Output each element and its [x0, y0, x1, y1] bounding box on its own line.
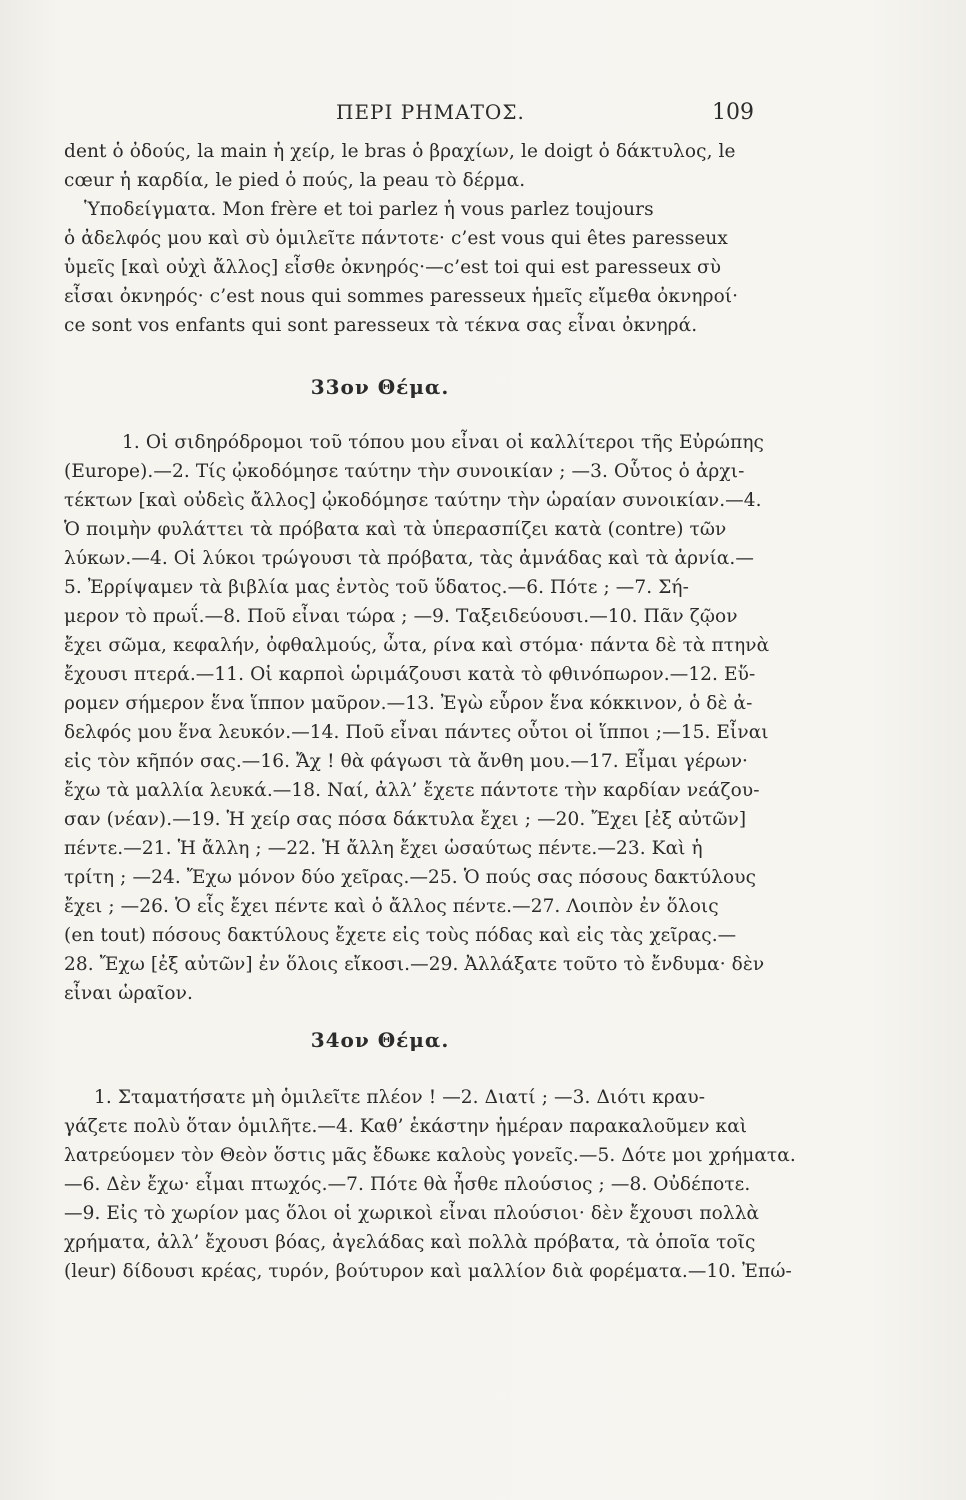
text-line: εἶναι ὡραῖον.: [64, 983, 193, 1004]
text-line: 1. Οἱ σιδηρόδρομοι τοῦ τόπου μου εἶναι οἱ καλλίτεροι τῆς Εὐρώπης: [122, 432, 764, 453]
page-number: 109: [712, 100, 754, 125]
running-title: ΠΕΡΙ ΡΗΜΑΤΟΣ.: [336, 100, 525, 124]
text-line: ὁ ἀδελφός μου καὶ σὺ ὁμιλεῖτε πάντοτε· c’est vous qui êtes paresseux: [64, 228, 728, 249]
text-line: dent ὁ ὀδούς, la main ἡ χείρ, le bras ὁ βραχίων, le doigt ὁ δάκτυλος, le: [64, 141, 736, 162]
intro-paragraph: [64, 137, 764, 340]
text-line: μερον τὸ πρωΐ.—8. Ποῦ εἶναι τώρα ; —9. Ταξειδεύουσι.—10. Πᾶν ζῷον: [64, 606, 738, 627]
text-line: τρίτη ; —24. Ἔχω μόνον δύο χεῖρας.—25. Ὁ πούς σας πόσους δακτύλους: [64, 867, 757, 888]
text-line: (leur) δίδουσι κρέας, τυρόν, βούτυρον καὶ μαλλίον διὰ φορέματα.—10. Ἐπώ-: [64, 1261, 792, 1282]
text-line: cœur ἡ καρδία, le pied ὁ πούς, la peau τὸ δέρμα.: [64, 170, 526, 191]
text-line: ἔχουσι πτερά.—11. Οἱ καρποὶ ὡριμάζουσι κατὰ τὸ φθινόπωρον.—12. Εὕ-: [64, 664, 756, 685]
text-line: Ὁ ποιμὴν φυλάττει τὰ πρόβατα καὶ τὰ ὑπερασπίζει κατὰ (contre) τῶν: [64, 519, 727, 540]
text-line: Ὑποδείγματα. Mon frère et toi parlez ἡ vous parlez toujours: [84, 199, 654, 220]
text-line: γάζετε πολὺ ὅταν ὁμιλῆτε.—4. Καθ’ ἑκάστην ἡμέραν παρακαλοῦμεν καὶ: [64, 1116, 748, 1137]
text-line: λατρεύομεν τὸν Θεὸν ὅστις μᾶς ἔδωκε καλοὺς γονεῖς.—5. Δότε μοι χρήματα.: [64, 1145, 796, 1166]
page-header: [64, 100, 764, 140]
text-line: ce sont vos enfants qui sont paresseux τὰ τέκνα σας εἶναι ὀκνηρά.: [64, 315, 698, 336]
text-line: 1. Σταματήσατε μὴ ὁμιλεῖτε πλέον ! —2. Διατί ; —3. Διότι κραυ-: [94, 1087, 706, 1108]
text-line: εἰς τὸν κῆπόν σας.—16. Ἄχ ! θὰ φάγωσι τὰ ἄνθη μου.—17. Εἶμαι γέρων·: [64, 751, 749, 772]
text-line: ἔχω τὰ μαλλία λευκά.—18. Ναί, ἀλλ’ ἔχετε πάντοτε τὴν καρδίαν νεάζου-: [64, 780, 760, 801]
text-line: ὑμεῖς [καὶ οὐχὶ ἄλλος] εἶσθε ὀκνηρός·—c’est toi qui est paresseux σὺ: [64, 257, 722, 278]
section-heading-33: 33ον Θέμα.: [310, 375, 450, 399]
exercise-34-paragraph: [64, 1083, 796, 1286]
text-line: χρήματα, ἀλλ’ ἔχουσι βόας, ἀγελάδας καὶ πολλὰ πρόβατα, τὰ ὁποῖα τοῖς: [64, 1232, 756, 1253]
text-line: πέντε.—21. Ἡ ἄλλη ; —22. Ἡ ἄλλη ἔχει ὡσαύτως πέντε.—23. Καὶ ἡ: [64, 838, 703, 859]
text-line: —6. Δὲν ἔχω· εἶμαι πτωχός.—7. Πότε θὰ ἦσθε πλούσιος ; —8. Οὐδέποτε.: [64, 1174, 751, 1195]
section-heading-34: 34ον Θέμα.: [310, 1028, 450, 1052]
text-line: τέκτων [καὶ οὐδεὶς ἄλλος] ᾠκοδόμησε ταύτην τὴν ὡραίαν συνοικίαν.—4.: [64, 490, 762, 511]
text-line: ἔχει ; —26. Ὁ εἷς ἔχει πέντε καὶ ὁ ἄλλος πέντε.—27. Λοιπὸν ἐν ὅλοις: [64, 896, 719, 917]
text-line: εἶσαι ὀκνηρός· c’est nous qui sommes paresseux ἡμεῖς εἴμεθα ὀκνηροί·: [64, 286, 739, 307]
text-line: —9. Εἰς τὸ χωρίον μας ὅλοι οἱ χωρικοὶ εἶναι πλούσιοι· δὲν ἔχουσι πολλὰ: [64, 1203, 760, 1224]
text-line: ἔχει σῶμα, κεφαλήν, ὀφθαλμούς, ὦτα, ρίνα καὶ στόμα· πάντα δὲ τὰ πτηνὰ: [64, 635, 770, 656]
text-line: 28. Ἔχω [ἐξ αὐτῶν] ἐν ὅλοις εἴκοσι.—29. Ἀλλάξατε τοῦτο τὸ ἔνδυμα· δὲν: [64, 954, 765, 975]
text-line: (en tout) πόσους δακτύλους ἔχετε εἰς τοὺς πόδας καὶ εἰς τὰς χεῖρας.—: [64, 925, 737, 946]
text-line: 5. Ἐρρίψαμεν τὰ βιβλία μας ἐντὸς τοῦ ὕδατος.—6. Πότε ; —7. Σή-: [64, 577, 689, 598]
text-line: λύκων.—4. Οἱ λύκοι τρώγουσι τὰ πρόβατα, τὰς ἀμνάδας καὶ τὰ ἀρνία.—: [64, 548, 754, 569]
text-line: σαν (νέαν).—19. Ἡ χείρ σας πόσα δάκτυλα ἔχει ; —20. Ἔχει [ἐξ αὐτῶν]: [64, 809, 747, 830]
text-line: (Europe).—2. Τίς ᾠκοδόμησε ταύτην τὴν συνοικίαν ; —3. Οὗτος ὁ ἀρχι-: [64, 461, 745, 482]
exercise-33-paragraph: [64, 428, 770, 1008]
text-line: δελφός μου ἕνα λευκόν.—14. Ποῦ εἶναι πάντες οὗτοι οἱ ἵπποι ;—15. Εἶναι: [64, 722, 769, 743]
text-line: ρομεν σήμερον ἕνα ἵππον μαῦρον.—13. Ἐγὼ εὗρον ἕνα κόκκινον, ὁ δὲ ἀ-: [64, 693, 753, 714]
